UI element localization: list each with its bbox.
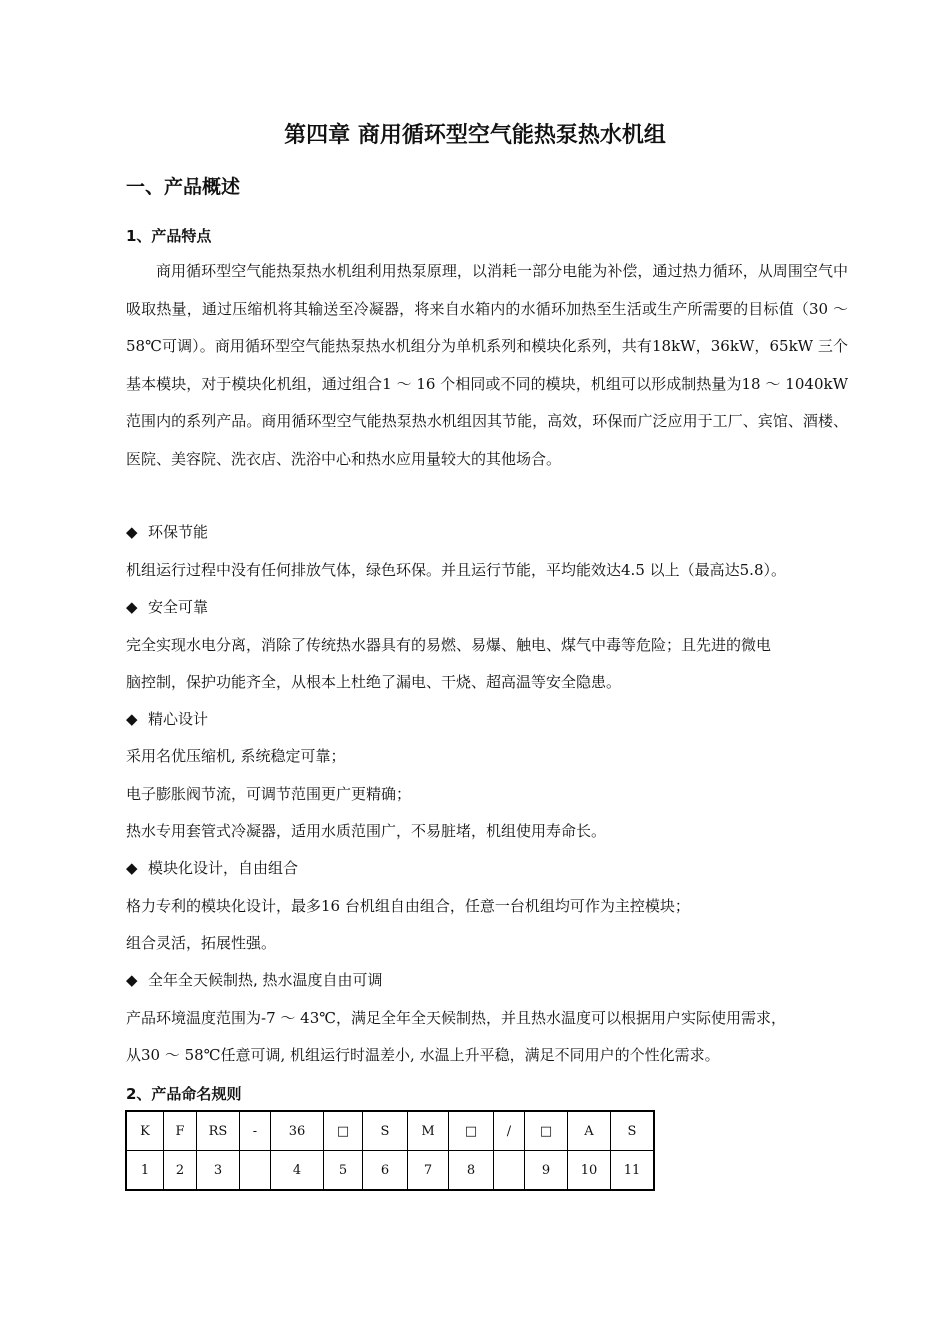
feature-heading-text: 安全可靠 (148, 598, 209, 616)
feature-text-line: 产品环境温度范围为-7 ～ 43℃，满足全年全天候制热，并且热水温度可以根据用户实际使用需求， (126, 1009, 787, 1027)
table-cell: 1 (126, 1151, 164, 1191)
table-cell: 36 (271, 1111, 324, 1151)
table-cell: 3 (197, 1151, 240, 1191)
table-cell: □ (324, 1111, 363, 1151)
table-cell: F (164, 1111, 197, 1151)
table-cell: 6 (363, 1151, 408, 1191)
subsection-heading-features: 1、产品特点 (126, 227, 212, 245)
diamond-bullet-icon: ◆ (126, 523, 138, 541)
intro-paragraph: 商用循环型空气能热泵热水机组利用热泵原理，以消耗一部分电能为补偿，通过热力循环，从周围空气中吸取热量，通过压缩机将其输送至冷凝器，将来自水箱内的水循环加热至生活或生产所需要的目标值（30 ～ 58℃可调）。商用循环型空气能热泵热水机组分为单机系列和模块化系列，共有18kW，36kW，65kW 三个基本模块，对于模块化机组，通过组合1 ～ 16 个相同或不同的模块，机组可以形成制热量为18 ～ 1040kW 范围内的系列产品。商用循环型空气能热泵热水机组因其节能，高效，环保而广泛应用于工厂、宾馆、酒楼、医院、美容院、洗衣店、洗浴中心和热水应用量较大的其他场合。 (126, 262, 848, 468)
table-row-codes (126, 1111, 654, 1151)
table-cell: 4 (271, 1151, 324, 1191)
table-cell: K (126, 1111, 164, 1151)
naming-rule-table (125, 1110, 655, 1191)
diamond-bullet-icon: ◆ (126, 710, 138, 728)
feature-text-line: 热水专用套管式冷凝器，适用水质范围广，不易脏堵，机组使用寿命长。 (126, 822, 607, 840)
feature-heading (126, 597, 208, 617)
table-cell: 2 (164, 1151, 197, 1191)
table-cell: A (568, 1111, 611, 1151)
feature-text-line: 脑控制，保护功能齐全，从根本上杜绝了漏电、干烧、超高温等安全隐患。 (126, 673, 622, 691)
diamond-bullet-icon: ◆ (126, 859, 138, 877)
feature-text-line: 采用名优压缩机, 系统稳定可靠； (126, 747, 346, 765)
table-cell: M (408, 1111, 449, 1151)
feature-heading-text: 精心设计 (148, 710, 209, 728)
table-row-numbers (126, 1151, 654, 1191)
table-cell: 5 (324, 1151, 363, 1191)
diamond-bullet-icon: ◆ (126, 971, 138, 989)
feature-heading-text: 模块化设计，自由组合 (148, 859, 299, 877)
feature-heading-text: 环保节能 (148, 523, 209, 541)
table-cell: 10 (568, 1151, 611, 1191)
feature-heading (126, 522, 208, 542)
table-cell (494, 1151, 525, 1191)
feature-heading-text: 全年全天候制热, 热水温度自由可调 (148, 971, 383, 989)
table-cell: S (363, 1111, 408, 1151)
feature-text-line: 格力专利的模块化设计，最多16 台机组自由组合，任意一台机组均可作为主控模块； (126, 897, 690, 915)
table-cell: 8 (449, 1151, 494, 1191)
feature-heading (126, 970, 383, 990)
chapter-title: 第四章 商用循环型空气能热泵热水机组 (284, 123, 666, 148)
feature-text-line: 机组运行过程中没有任何排放气体，绿色环保。并且运行节能，平均能效达4.5 以上（最高达5.8）。 (126, 561, 786, 579)
feature-text-line: 组合灵活，拓展性强。 (126, 934, 277, 952)
diamond-bullet-icon: ◆ (126, 598, 138, 616)
table-cell: - (240, 1111, 271, 1151)
feature-heading (126, 709, 208, 729)
feature-text-line: 电子膨胀阀节流，可调节范围更广更精确； (126, 785, 412, 803)
subsection-heading-naming: 2、产品命名规则 (126, 1085, 242, 1103)
table-cell: 9 (525, 1151, 568, 1191)
table-cell: RS (197, 1111, 240, 1151)
table-cell: / (494, 1111, 525, 1151)
section-heading-overview: 一、产品概述 (126, 176, 241, 198)
table-cell: 11 (611, 1151, 655, 1191)
table-cell: □ (525, 1111, 568, 1151)
table-cell: S (611, 1111, 655, 1151)
feature-text-line: 完全实现水电分离，消除了传统热水器具有的易燃、易爆、触电、煤气中毒等危险；且先进的微电 (126, 636, 772, 654)
table-cell: □ (449, 1111, 494, 1151)
table-cell (240, 1151, 271, 1191)
feature-text-line: 从30 ～ 58℃任意可调, 机组运行时温差小, 水温上升平稳，满足不同用户的个性化需求。 (126, 1046, 720, 1064)
feature-heading (126, 858, 298, 878)
table-cell: 7 (408, 1151, 449, 1191)
